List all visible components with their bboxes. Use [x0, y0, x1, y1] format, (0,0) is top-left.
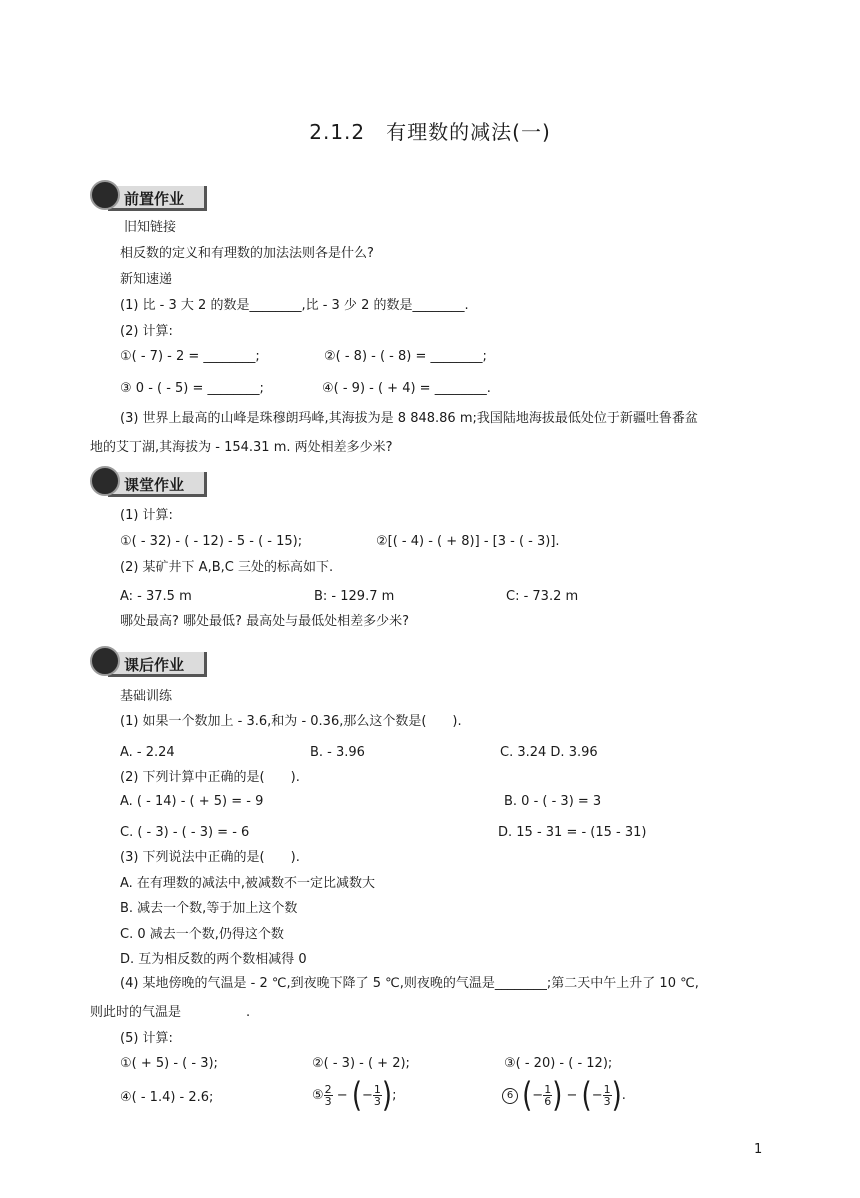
numerator: 2	[324, 1083, 332, 1096]
after-question-4-line2: 则此时的气温是 .	[90, 1005, 251, 1020]
right-paren: )	[611, 1076, 622, 1115]
minus-sign: −	[336, 1088, 348, 1103]
page-title: 2.1.2 有理数的减法(一)	[309, 120, 551, 144]
q3-option-c: C. 0 减去一个数,仍得这个数	[120, 927, 284, 942]
q3-option-b: B. 减去一个数,等于加上这个数	[120, 901, 298, 916]
minus-sign: −	[591, 1088, 603, 1103]
basic-training-label: 基础训练	[120, 689, 173, 704]
minus-sign: −	[362, 1088, 373, 1103]
class-q2-ask: 哪处最高? 哪处最低? 最高处与最低处相差多少米?	[120, 614, 409, 629]
pre-question-3-line2: 地的艾丁湖,其海拔为 - 154.31 m. 两处相差多少米?	[90, 440, 393, 455]
section-label: 课后作业	[124, 656, 185, 674]
q2-option-d: D. 15 - 31 = - (15 - 31)	[498, 825, 647, 840]
right-paren: )	[552, 1076, 563, 1115]
q5-item-5	[312, 1078, 396, 1114]
item-number: ⑤	[312, 1088, 324, 1103]
pre-q2-item-3: ③ 0 - ( - 5) = ________;	[120, 381, 264, 396]
numerator: 1	[603, 1083, 611, 1096]
q3-option-a: A. 在有理数的减法中,被减数不一定比减数大	[120, 876, 376, 891]
left-paren: (	[351, 1076, 362, 1115]
q2-option-c: C. ( - 3) - ( - 3) = - 6	[120, 825, 250, 840]
denominator: 3	[324, 1095, 332, 1108]
right-paren: )	[381, 1076, 393, 1115]
q2-option-b: B. 0 - ( - 3) = 3	[504, 794, 602, 809]
left-paren: (	[522, 1076, 533, 1115]
q1-option-a: A. - 2.24	[120, 745, 175, 760]
semicolon: ;	[392, 1088, 397, 1103]
pre-q2-item-4: ④( - 9) - ( + 4) = ________.	[322, 381, 491, 396]
numerator: 1	[373, 1083, 381, 1096]
q5-item-3: ③( - 20) - ( - 12);	[504, 1056, 613, 1071]
play-icon	[90, 466, 120, 496]
fraction-one-sixth	[543, 1084, 552, 1107]
pencil-icon	[90, 180, 120, 210]
mine-point-c: C: - 73.2 m	[506, 589, 579, 604]
mine-point-a: A: - 37.5 m	[120, 589, 192, 604]
q5-item-1: ①( + 5) - ( - 3);	[120, 1056, 218, 1071]
q2-option-a: A. ( - 14) - ( + 5) = - 9	[120, 794, 264, 809]
section-header-pre	[90, 180, 208, 214]
pre-question-3-line1: (3) 世界上最高的山峰是珠穆朗玛峰,其海拔为是 8 848.86 m;我国陆地海拔最低处位于新疆吐鲁番盆	[120, 411, 698, 426]
denominator: 3	[603, 1095, 611, 1108]
q5-item-4: ④( - 1.4) - 2.6;	[120, 1090, 214, 1105]
q5-item-6	[502, 1078, 626, 1114]
fraction-one-third	[373, 1084, 382, 1107]
period: .	[621, 1088, 626, 1103]
denominator: 6	[544, 1095, 552, 1108]
pre-q2-item-1: ①( - 7) - 2 = ________;	[120, 349, 260, 364]
section-header-after	[90, 646, 208, 680]
fraction-one-third	[603, 1084, 612, 1107]
class-question-1: (1) 计算:	[120, 508, 173, 523]
q5-item-2: ②( - 3) - ( + 2);	[312, 1056, 410, 1071]
after-question-5: (5) 计算:	[120, 1031, 173, 1046]
page-number: 1	[754, 1142, 763, 1157]
denominator: 3	[373, 1095, 381, 1108]
class-question-2: (2) 某矿井下 A,B,C 三处的标高如下.	[120, 560, 334, 575]
class-q1-item-1: ①( - 32) - ( - 12) - 5 - ( - 15);	[120, 534, 303, 549]
after-question-3: (3) 下列说法中正确的是( ).	[120, 850, 300, 865]
after-question-2: (2) 下列计算中正确的是( ).	[120, 770, 300, 785]
q3-option-d: D. 互为相反数的两个数相减得 0	[120, 952, 307, 967]
item-number: 6	[502, 1088, 518, 1104]
minus-sign: −	[566, 1088, 578, 1103]
minus-sign: −	[532, 1088, 544, 1103]
left-paren: (	[581, 1076, 592, 1115]
pre-question-1: (1) 比 - 3 大 2 的数是________,比 - 3 少 2 的数是________.	[120, 298, 469, 313]
pre-q2-item-2: ②( - 8) - ( - 8) = ________;	[324, 349, 487, 364]
runner-icon	[90, 646, 120, 676]
old-knowledge-label: 旧知链接	[124, 220, 177, 235]
old-knowledge-question: 相反数的定义和有理数的加法法则各是什么?	[120, 246, 374, 261]
numerator: 1	[544, 1083, 552, 1096]
section-header-class	[90, 466, 208, 500]
class-q1-item-2: ②[( - 4) - ( + 8)] - [3 - ( - 3)].	[376, 534, 560, 549]
after-question-1: (1) 如果一个数加上 - 3.6,和为 - 0.36,那么这个数是( ).	[120, 714, 462, 729]
section-label: 前置作业	[124, 190, 185, 208]
fraction-two-thirds	[324, 1084, 333, 1107]
q1-option-b: B. - 3.96	[310, 745, 365, 760]
after-question-4-line1: (4) 某地傍晚的气温是 - 2 ℃,到夜晚下降了 5 ℃,则夜晚的气温是________;第二天中午上升了 10 ℃,	[120, 976, 699, 991]
q1-option-cd: C. 3.24 D. 3.96	[500, 745, 598, 760]
section-label: 课堂作业	[124, 476, 185, 494]
pre-question-2: (2) 计算:	[120, 324, 173, 339]
new-knowledge-label: 新知速递	[120, 272, 173, 287]
mine-point-b: B: - 129.7 m	[314, 589, 395, 604]
